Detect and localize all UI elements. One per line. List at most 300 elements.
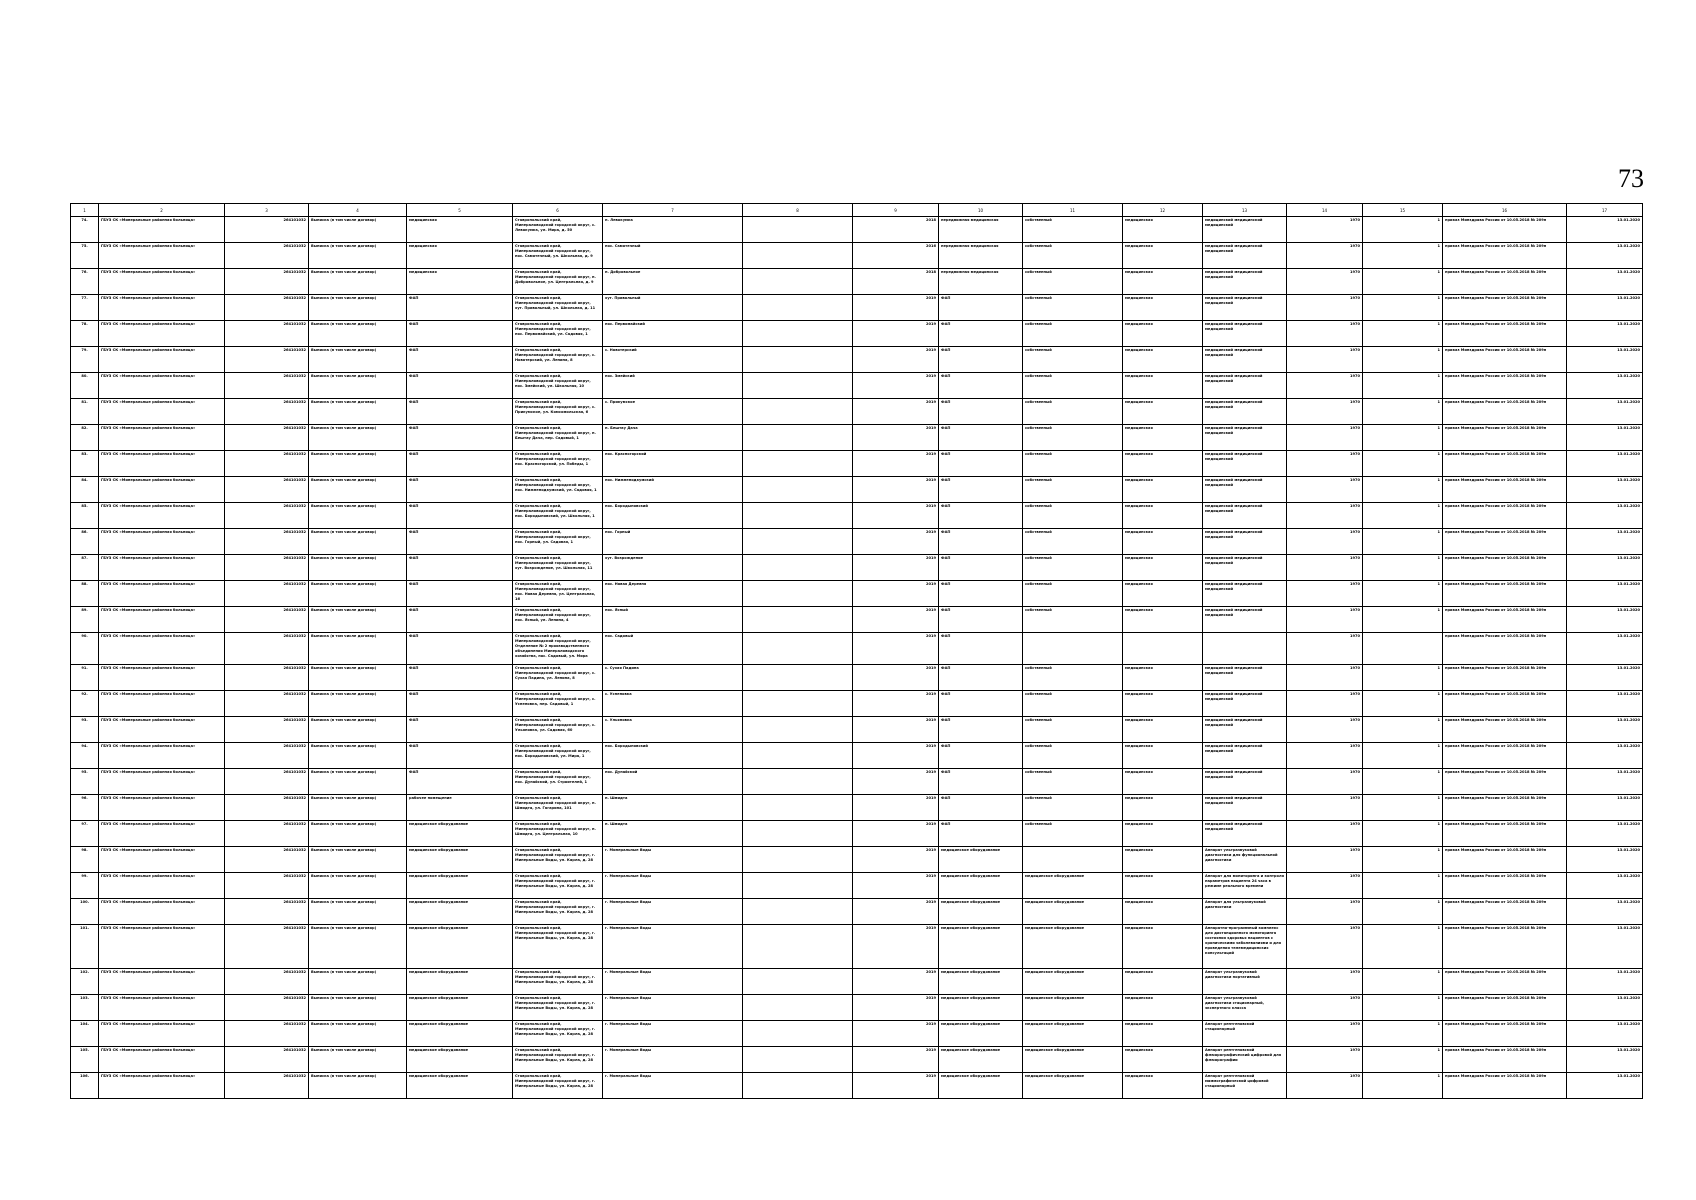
- table-cell-col-9: 2019: [853, 1021, 939, 1047]
- table-cell-col-2: ГБУЗ СК «Минеральные районная больница»: [99, 321, 225, 347]
- table-cell-col-4: Выписка (в том числе договор): [309, 269, 407, 295]
- table-cell-col-1: 97.: [71, 821, 99, 847]
- table-cell-col-9: 2019: [853, 295, 939, 321]
- table-cell-col-5: ФАП: [407, 607, 513, 633]
- table-cell-col-11: собственный: [1023, 581, 1123, 607]
- table-cell-col-3: 264101032: [225, 1073, 309, 1099]
- table-cell-col-8: [743, 243, 853, 269]
- table-cell-col-16: приказ Минздрава России от 10.05.2018 № 209н: [1443, 321, 1567, 347]
- table-cell-col-6: Ставропольский край, Минераловодский городской округ, пос. Нижнеподкумский, ул. Садовая, 1: [513, 477, 603, 503]
- table-cell-col-12: медицинская: [1123, 995, 1203, 1021]
- table-cell-col-5: ФАП: [407, 529, 513, 555]
- table-cell-col-5: медицинская: [407, 217, 513, 243]
- table-cell-col-11: собственный: [1023, 555, 1123, 581]
- table-cell-col-4: Выписка (в том числе договор): [309, 373, 407, 399]
- table-cell-col-9: 2018: [853, 217, 939, 243]
- table-cell-col-9: 2019: [853, 691, 939, 717]
- table-cell-col-5: ФАП: [407, 665, 513, 691]
- table-cell-col-1: 101.: [71, 925, 99, 969]
- table-cell-col-11: собственный: [1023, 425, 1123, 451]
- table-row: [71, 269, 1643, 295]
- table-cell-col-5: ФАП: [407, 373, 513, 399]
- table-cell-col-11: медицинское оборудование: [1023, 873, 1123, 899]
- table-cell-col-10: ФАП: [939, 743, 1023, 769]
- table-cell-col-7: с. Новотерский: [603, 347, 743, 373]
- table-cell-col-9: 2019: [853, 847, 939, 873]
- table-cell-col-13: медицинский медицинский медицинский: [1203, 451, 1287, 477]
- table-cell-col-15: 1: [1363, 243, 1443, 269]
- table-cell-col-15: 1: [1363, 217, 1443, 243]
- table-cell-col-13: Аппарат рентгеновский стационарный: [1203, 1021, 1287, 1047]
- table-cell-col-9: 2019: [853, 665, 939, 691]
- table-cell-col-6: Ставропольский край, Минераловодский городской округ, пос. Новая Деревня, ул. Центральная, 16: [513, 581, 603, 607]
- table-cell-col-8: [743, 717, 853, 743]
- table-cell-col-15: 1: [1363, 1047, 1443, 1073]
- column-number-10: 10: [939, 204, 1023, 217]
- column-number-12: 12: [1123, 204, 1203, 217]
- table-cell-col-16: приказ Минздрава России от 10.05.2018 № 209н: [1443, 925, 1567, 969]
- table-cell-col-13: медицинский медицинский медицинский: [1203, 269, 1287, 295]
- table-cell-col-8: [743, 665, 853, 691]
- table-cell-col-13: Аппарат ультразвуковой диагностики для функциональной диагностики: [1203, 847, 1287, 873]
- table-cell-col-7: пос. Самотечный: [603, 243, 743, 269]
- table-cell-col-2: ГБУЗ СК «Минеральные районная больница»: [99, 243, 225, 269]
- table-cell-col-6: Ставропольский край, Минераловодский городской округ, с. Прикумское, ул. Комсомольская, 6: [513, 399, 603, 425]
- table-cell-col-17: 13.01.2020: [1567, 425, 1643, 451]
- table-cell-col-12: медицинская: [1123, 795, 1203, 821]
- table-cell-col-17: 13.01.2020: [1567, 795, 1643, 821]
- table-cell-col-2: ГБУЗ СК «Минеральные районная больница»: [99, 529, 225, 555]
- table-cell-col-1: 91.: [71, 665, 99, 691]
- table-cell-col-17: 13.01.2020: [1567, 743, 1643, 769]
- table-cell-col-1: 99.: [71, 873, 99, 899]
- column-number-1: 1: [71, 204, 99, 217]
- table-cell-col-11: медицинское оборудование: [1023, 899, 1123, 925]
- table-cell-col-15: 1: [1363, 873, 1443, 899]
- table-cell-col-3: 264101032: [225, 243, 309, 269]
- table-cell-col-7: пос. Садовый: [603, 633, 743, 665]
- table-cell-col-16: приказ Минздрава России от 10.05.2018 № 209н: [1443, 969, 1567, 995]
- table-cell-col-17: 13.01.2020: [1567, 1047, 1643, 1073]
- table-cell-col-5: медицинское оборудование: [407, 847, 513, 873]
- table-cell-col-6: Ставропольский край, Минераловодский городской округ, п. Шмидта, ул. Гагарина, 101: [513, 795, 603, 821]
- column-number-2: 2: [99, 204, 225, 217]
- table-cell-col-2: ГБУЗ СК «Минеральные районная больница»: [99, 717, 225, 743]
- table-cell-col-8: [743, 847, 853, 873]
- table-cell-col-5: ФАП: [407, 769, 513, 795]
- table-cell-col-16: приказ Минздрава России от 10.05.2018 № 209н: [1443, 795, 1567, 821]
- table-cell-col-7: г. Минеральные Воды: [603, 969, 743, 995]
- table-cell-col-7: п. Бештау Дача: [603, 425, 743, 451]
- table-cell-col-10: медицинское оборудование: [939, 995, 1023, 1021]
- table-cell-col-17: 13.01.2020: [1567, 477, 1643, 503]
- table-cell-col-3: 264101032: [225, 873, 309, 899]
- table-cell-col-13: медицинский медицинский медицинский: [1203, 529, 1287, 555]
- table-cell-col-9: 2019: [853, 347, 939, 373]
- table-cell-col-8: [743, 555, 853, 581]
- table-cell-col-8: [743, 995, 853, 1021]
- table-cell-col-10: ФАП: [939, 529, 1023, 555]
- table-cell-col-5: ФАП: [407, 399, 513, 425]
- table-cell-col-17: 13.01.2020: [1567, 899, 1643, 925]
- table-cell-col-9: 2019: [853, 1073, 939, 1099]
- table-cell-col-11: собственный: [1023, 217, 1123, 243]
- table-cell-col-13: медицинский медицинский медицинский: [1203, 795, 1287, 821]
- table-cell-col-9: 2019: [853, 555, 939, 581]
- table-cell-col-17: 13.01.2020: [1567, 1021, 1643, 1047]
- table-cell-col-15: 1: [1363, 717, 1443, 743]
- table-row: [71, 555, 1643, 581]
- table-cell-col-5: медицинское оборудование: [407, 1073, 513, 1099]
- table-cell-col-16: приказ Минздрава России от 10.05.2018 № 209н: [1443, 451, 1567, 477]
- table-cell-col-9: 2019: [853, 743, 939, 769]
- table-cell-col-14: 1970: [1287, 995, 1363, 1021]
- table-cell-col-7: пос. Красногорский: [603, 451, 743, 477]
- table-cell-col-3: 264101032: [225, 821, 309, 847]
- table-cell-col-3: 264101032: [225, 347, 309, 373]
- table-cell-col-12: медицинская: [1123, 847, 1203, 873]
- table-cell-col-15: 1: [1363, 581, 1443, 607]
- table-cell-col-1: 83.: [71, 451, 99, 477]
- table-cell-col-17: 13.01.2020: [1567, 295, 1643, 321]
- table-cell-col-14: 1970: [1287, 899, 1363, 925]
- table-cell-col-5: ФАП: [407, 347, 513, 373]
- table-cell-col-15: 1: [1363, 347, 1443, 373]
- table-cell-col-6: Ставропольский край, Минераловодский городской округ, пос. Дунайский, ул. Строителей, 1: [513, 769, 603, 795]
- table-cell-col-11: собственный: [1023, 243, 1123, 269]
- table-cell-col-7: г. Минеральные Воды: [603, 1047, 743, 1073]
- table-cell-col-1: 76.: [71, 269, 99, 295]
- table-cell-col-17: 13.01.2020: [1567, 243, 1643, 269]
- table-row: [71, 1073, 1643, 1099]
- table-cell-col-10: медицинское оборудование: [939, 1047, 1023, 1073]
- table-cell-col-9: 2019: [853, 451, 939, 477]
- table-cell-col-4: Выписка (в том числе договор): [309, 969, 407, 995]
- table-cell-col-4: Выписка (в том числе договор): [309, 1047, 407, 1073]
- table-cell-col-12: медицинская: [1123, 321, 1203, 347]
- table-cell-col-7: пос. Змейский: [603, 373, 743, 399]
- table-cell-col-2: ГБУЗ СК «Минеральные районная больница»: [99, 581, 225, 607]
- table-cell-col-14: 1970: [1287, 691, 1363, 717]
- table-cell-col-12: медицинская: [1123, 529, 1203, 555]
- table-cell-col-5: медицинское оборудование: [407, 995, 513, 1021]
- table-cell-col-12: медицинская: [1123, 503, 1203, 529]
- table-cell-col-14: 1970: [1287, 633, 1363, 665]
- table-cell-col-11: собственный: [1023, 295, 1123, 321]
- table-cell-col-8: [743, 581, 853, 607]
- table-cell-col-14: 1970: [1287, 503, 1363, 529]
- table-cell-col-4: Выписка (в том числе договор): [309, 995, 407, 1021]
- table-row: [71, 347, 1643, 373]
- table-cell-col-10: ФАП: [939, 503, 1023, 529]
- table-cell-col-6: Ставропольский край, Минераловодский городской округ, с. Левокумка, ул. Мира, д. 50: [513, 217, 603, 243]
- table-cell-col-6: Ставропольский край, Минераловодский городской округ, пос. Змейский, ул. Школьная, 10: [513, 373, 603, 399]
- table-cell-col-4: Выписка (в том числе договор): [309, 899, 407, 925]
- table-cell-col-16: приказ Минздрава России от 10.05.2018 № 209н: [1443, 665, 1567, 691]
- table-cell-col-7: г. Минеральные Воды: [603, 847, 743, 873]
- table-row: [71, 795, 1643, 821]
- table-cell-col-4: Выписка (в том числе договор): [309, 691, 407, 717]
- column-number-5: 5: [407, 204, 513, 217]
- table-cell-col-16: приказ Минздрава России от 10.05.2018 № 209н: [1443, 691, 1567, 717]
- table-cell-col-17: 13.01.2020: [1567, 451, 1643, 477]
- table-cell-col-7: п. Шмидта: [603, 795, 743, 821]
- table-cell-col-16: приказ Минздрава России от 10.05.2018 № 209н: [1443, 529, 1567, 555]
- table-cell-col-12: медицинская: [1123, 425, 1203, 451]
- table-cell-col-7: с. Ульяновка: [603, 717, 743, 743]
- table-row: [71, 769, 1643, 795]
- table-cell-col-9: 2019: [853, 769, 939, 795]
- table-cell-col-9: 2019: [853, 969, 939, 995]
- table-cell-col-9: 2016: [853, 243, 939, 269]
- table-cell-col-1: 96.: [71, 795, 99, 821]
- table-cell-col-14: 1970: [1287, 347, 1363, 373]
- table-cell-col-16: приказ Минздрава России от 10.05.2018 № 209н: [1443, 373, 1567, 399]
- table-cell-col-13: медицинский медицинский медицинский: [1203, 691, 1287, 717]
- table-cell-col-15: 1: [1363, 295, 1443, 321]
- table-cell-col-8: [743, 969, 853, 995]
- table-cell-col-7: с. Прикумское: [603, 399, 743, 425]
- table-row: [71, 217, 1643, 243]
- table-cell-col-3: 264101032: [225, 1047, 309, 1073]
- table-cell-col-3: 264101032: [225, 717, 309, 743]
- table-cell-col-5: ФАП: [407, 477, 513, 503]
- table-cell-col-5: ФАП: [407, 451, 513, 477]
- table-cell-col-15: [1363, 633, 1443, 665]
- table-cell-col-8: [743, 899, 853, 925]
- table-cell-col-1: 85.: [71, 503, 99, 529]
- table-cell-col-2: ГБУЗ СК «Минеральные районная больница»: [99, 995, 225, 1021]
- table-row: [71, 425, 1643, 451]
- table-cell-col-11: собственный: [1023, 769, 1123, 795]
- table-cell-col-6: Ставропольский край, Минераловодский городской округ, с. Новотерский, ул. Ленина, 8: [513, 347, 603, 373]
- table-cell-col-5: ФАП: [407, 555, 513, 581]
- table-cell-col-5: медицинское оборудование: [407, 1021, 513, 1047]
- table-cell-col-2: ГБУЗ СК «Минеральные районная больница»: [99, 925, 225, 969]
- table-cell-col-12: медицинская: [1123, 821, 1203, 847]
- table-cell-col-5: медицинское оборудование: [407, 873, 513, 899]
- table-cell-col-6: Ставропольский край, Минераловодский городской округ, г. Минеральные Воды, ул. Карла, д. 28: [513, 873, 603, 899]
- table-cell-col-3: 264101032: [225, 969, 309, 995]
- table-cell-col-6: Ставропольский край, Минераловодский городской округ, п. Добровольное, ул. Центральная, д. 9: [513, 269, 603, 295]
- table-cell-col-17: 13.01.2020: [1567, 821, 1643, 847]
- table-cell-col-5: ФАП: [407, 295, 513, 321]
- table-cell-col-4: Выписка (в том числе договор): [309, 873, 407, 899]
- table-cell-col-1: 103.: [71, 995, 99, 1021]
- table-cell-col-14: 1970: [1287, 1021, 1363, 1047]
- table-cell-col-2: ГБУЗ СК «Минеральные районная больница»: [99, 373, 225, 399]
- table-cell-col-11: собственный: [1023, 373, 1123, 399]
- table-row: [71, 995, 1643, 1021]
- table-cell-col-12: медицинская: [1123, 399, 1203, 425]
- table-cell-col-4: Выписка (в том числе договор): [309, 821, 407, 847]
- table-cell-col-15: 1: [1363, 529, 1443, 555]
- table-cell-col-13: Аппаратно-программный комплекс для дистанционного мониторинга состояния здоровья пациентов с хроническими заболеваниями и для проведения телемедицинских консультаций: [1203, 925, 1287, 969]
- table-cell-col-6: Ставропольский край, Минераловодский городской округ, с. Ульяновка, ул. Садовая, 60: [513, 717, 603, 743]
- table-cell-col-13: медицинский медицинский медицинский: [1203, 503, 1287, 529]
- table-cell-col-14: 1970: [1287, 847, 1363, 873]
- table-cell-col-5: медицинская: [407, 243, 513, 269]
- table-cell-col-9: 2018: [853, 269, 939, 295]
- table-cell-col-17: 13.01.2020: [1567, 925, 1643, 969]
- table-cell-col-17: 13.01.2020: [1567, 847, 1643, 873]
- table-cell-col-11: [1023, 847, 1123, 873]
- table-cell-col-8: [743, 743, 853, 769]
- table-cell-col-6: Ставропольский край, Минераловодский городской округ, хут. Возрождение, ул. Школьная, 11: [513, 555, 603, 581]
- table-cell-col-7: пос. Новая Деревня: [603, 581, 743, 607]
- table-cell-col-14: 1970: [1287, 795, 1363, 821]
- table-cell-col-17: 13.01.2020: [1567, 503, 1643, 529]
- table-cell-col-11: собственный: [1023, 795, 1123, 821]
- table-cell-col-1: 100.: [71, 899, 99, 925]
- table-row: [71, 969, 1643, 995]
- table-cell-col-2: ГБУЗ СК «Минеральные районная больница»: [99, 633, 225, 665]
- table-cell-col-15: 1: [1363, 269, 1443, 295]
- table-cell-col-8: [743, 925, 853, 969]
- table-cell-col-15: 1: [1363, 795, 1443, 821]
- table-cell-col-4: Выписка (в том числе договор): [309, 925, 407, 969]
- table-cell-col-6: Ставропольский край, Минераловодский городской округ, г. Минеральные Воды, ул. Карла, д. 28: [513, 1021, 603, 1047]
- table-cell-col-11: собственный: [1023, 347, 1123, 373]
- table-cell-col-17: 13.01.2020: [1567, 769, 1643, 795]
- table-cell-col-2: ГБУЗ СК «Минеральные районная больница»: [99, 873, 225, 899]
- table-cell-col-1: 92.: [71, 691, 99, 717]
- table-cell-col-6: Ставропольский край, Минераловодский городской округ, п. Шмидта, ул. Центральная, 10: [513, 821, 603, 847]
- table-cell-col-11: собственный: [1023, 503, 1123, 529]
- column-number-15: 15: [1363, 204, 1443, 217]
- table-cell-col-15: 1: [1363, 477, 1443, 503]
- table-cell-col-13: медицинский медицинский медицинский: [1203, 665, 1287, 691]
- table-cell-col-14: 1970: [1287, 477, 1363, 503]
- table-cell-col-14: 1970: [1287, 1073, 1363, 1099]
- table-cell-col-16: приказ Минздрава России от 10.05.2018 № 209н: [1443, 295, 1567, 321]
- table-cell-col-4: Выписка (в том числе договор): [309, 399, 407, 425]
- table-cell-col-6: Ставропольский край, Минераловодский городской округ, Отделение № 2 производственного объединения Минераловодского хозяйства, пос. Садовый, ул. Мира: [513, 633, 603, 665]
- table-cell-col-7: пос. Дунайский: [603, 769, 743, 795]
- table-cell-col-4: Выписка (в том числе договор): [309, 477, 407, 503]
- table-cell-col-15: 1: [1363, 847, 1443, 873]
- table-cell-col-14: 1970: [1287, 743, 1363, 769]
- table-cell-col-10: ФАП: [939, 607, 1023, 633]
- table-cell-col-16: приказ Минздрава России от 10.05.2018 № 209н: [1443, 243, 1567, 269]
- table-cell-col-12: медицинская: [1123, 873, 1203, 899]
- table-cell-col-17: 13.01.2020: [1567, 969, 1643, 995]
- table-cell-col-7: г. Минеральные Воды: [603, 873, 743, 899]
- table-cell-col-7: г. Минеральные Воды: [603, 995, 743, 1021]
- table-cell-col-11: собственный: [1023, 743, 1123, 769]
- table-cell-col-3: 264101032: [225, 995, 309, 1021]
- table-cell-col-14: 1970: [1287, 295, 1363, 321]
- table-cell-col-15: 1: [1363, 503, 1443, 529]
- table-cell-col-7: хут. Привольный: [603, 295, 743, 321]
- table-cell-col-14: 1970: [1287, 399, 1363, 425]
- table-cell-col-6: Ставропольский край, Минераловодский городской округ, пос. Красногорский, ул. Победы, 1: [513, 451, 603, 477]
- column-number-13: 13: [1203, 204, 1287, 217]
- table-cell-col-5: медицинское оборудование: [407, 899, 513, 925]
- table-cell-col-17: 13.01.2020: [1567, 581, 1643, 607]
- table-cell-col-6: Ставропольский край, Минераловодский городской округ, г. Минеральные Воды, ул. Карла, д. 28: [513, 925, 603, 969]
- table-cell-col-9: 2019: [853, 373, 939, 399]
- table-cell-col-3: 264101032: [225, 269, 309, 295]
- table-cell-col-10: ФАП: [939, 821, 1023, 847]
- table-cell-col-8: [743, 821, 853, 847]
- table-cell-col-11: медицинское оборудование: [1023, 925, 1123, 969]
- column-number-14: 14: [1287, 204, 1363, 217]
- table-cell-col-2: ГБУЗ СК «Минеральные районная больница»: [99, 217, 225, 243]
- table-cell-col-12: [1123, 633, 1203, 665]
- table-cell-col-5: ФАП: [407, 633, 513, 665]
- table-row: [71, 581, 1643, 607]
- table-cell-col-16: приказ Минздрава России от 10.05.2018 № 209н: [1443, 399, 1567, 425]
- table-cell-col-14: 1970: [1287, 373, 1363, 399]
- table-row: [71, 295, 1643, 321]
- table-cell-col-11: медицинское оборудование: [1023, 969, 1123, 995]
- table-cell-col-1: 95.: [71, 769, 99, 795]
- table-cell-col-16: приказ Минздрава России от 10.05.2018 № 209н: [1443, 607, 1567, 633]
- table-cell-col-8: [743, 1047, 853, 1073]
- table-cell-col-17: 13.01.2020: [1567, 399, 1643, 425]
- table-cell-col-8: [743, 373, 853, 399]
- table-cell-col-8: [743, 769, 853, 795]
- table-cell-col-11: собственный: [1023, 691, 1123, 717]
- table-cell-col-10: медицинское оборудование: [939, 847, 1023, 873]
- table-cell-col-15: 1: [1363, 451, 1443, 477]
- table-cell-col-14: 1970: [1287, 269, 1363, 295]
- table-cell-col-12: медицинская: [1123, 691, 1203, 717]
- table-cell-col-3: 264101032: [225, 795, 309, 821]
- table-cell-col-8: [743, 269, 853, 295]
- table-cell-col-12: медицинская: [1123, 665, 1203, 691]
- table-cell-col-14: 1970: [1287, 717, 1363, 743]
- table-cell-col-1: 75.: [71, 243, 99, 269]
- table-cell-col-9: 2019: [853, 477, 939, 503]
- table-cell-col-10: ФАП: [939, 555, 1023, 581]
- table-cell-col-3: 264101032: [225, 555, 309, 581]
- table-cell-col-2: ГБУЗ СК «Минеральные районная больница»: [99, 769, 225, 795]
- table-cell-col-10: ФАП: [939, 665, 1023, 691]
- table-cell-col-2: ГБУЗ СК «Минеральные районная больница»: [99, 295, 225, 321]
- table-cell-col-13: медицинский медицинский медицинский: [1203, 555, 1287, 581]
- column-number-11: 11: [1023, 204, 1123, 217]
- table-cell-col-10: медицинское оборудование: [939, 925, 1023, 969]
- table-cell-col-9: 2019: [853, 717, 939, 743]
- table-cell-col-10: ФАП: [939, 425, 1023, 451]
- table-cell-col-16: приказ Минздрава России от 10.05.2018 № 209н: [1443, 555, 1567, 581]
- table-cell-col-4: Выписка (в том числе договор): [309, 743, 407, 769]
- table-cell-col-11: медицинское оборудование: [1023, 1021, 1123, 1047]
- table-cell-col-10: ФАП: [939, 691, 1023, 717]
- table-cell-col-16: приказ Минздрава России от 10.05.2018 № 209н: [1443, 477, 1567, 503]
- table-cell-col-15: 1: [1363, 899, 1443, 925]
- table-cell-col-1: 105.: [71, 1047, 99, 1073]
- table-cell-col-13: медицинский медицинский медицинский: [1203, 743, 1287, 769]
- table-row: [71, 529, 1643, 555]
- table-cell-col-2: ГБУЗ СК «Минеральные районная больница»: [99, 477, 225, 503]
- table-cell-col-13: Аппарат для ультразвуковой диагностики: [1203, 899, 1287, 925]
- table-cell-col-14: 1970: [1287, 607, 1363, 633]
- table-cell-col-7: пос. Бородыновский: [603, 503, 743, 529]
- table-cell-col-14: 1970: [1287, 925, 1363, 969]
- table-row: [71, 399, 1643, 425]
- table-cell-col-2: ГБУЗ СК «Минеральные районная больница»: [99, 1021, 225, 1047]
- table-cell-col-1: 93.: [71, 717, 99, 743]
- column-number-17: 17: [1567, 204, 1643, 217]
- table-cell-col-11: собственный: [1023, 399, 1123, 425]
- table-cell-col-4: Выписка (в том числе договор): [309, 795, 407, 821]
- table-cell-col-2: ГБУЗ СК «Минеральные районная больница»: [99, 425, 225, 451]
- table-cell-col-3: 264101032: [225, 321, 309, 347]
- table-cell-col-10: передвижная медицинская: [939, 217, 1023, 243]
